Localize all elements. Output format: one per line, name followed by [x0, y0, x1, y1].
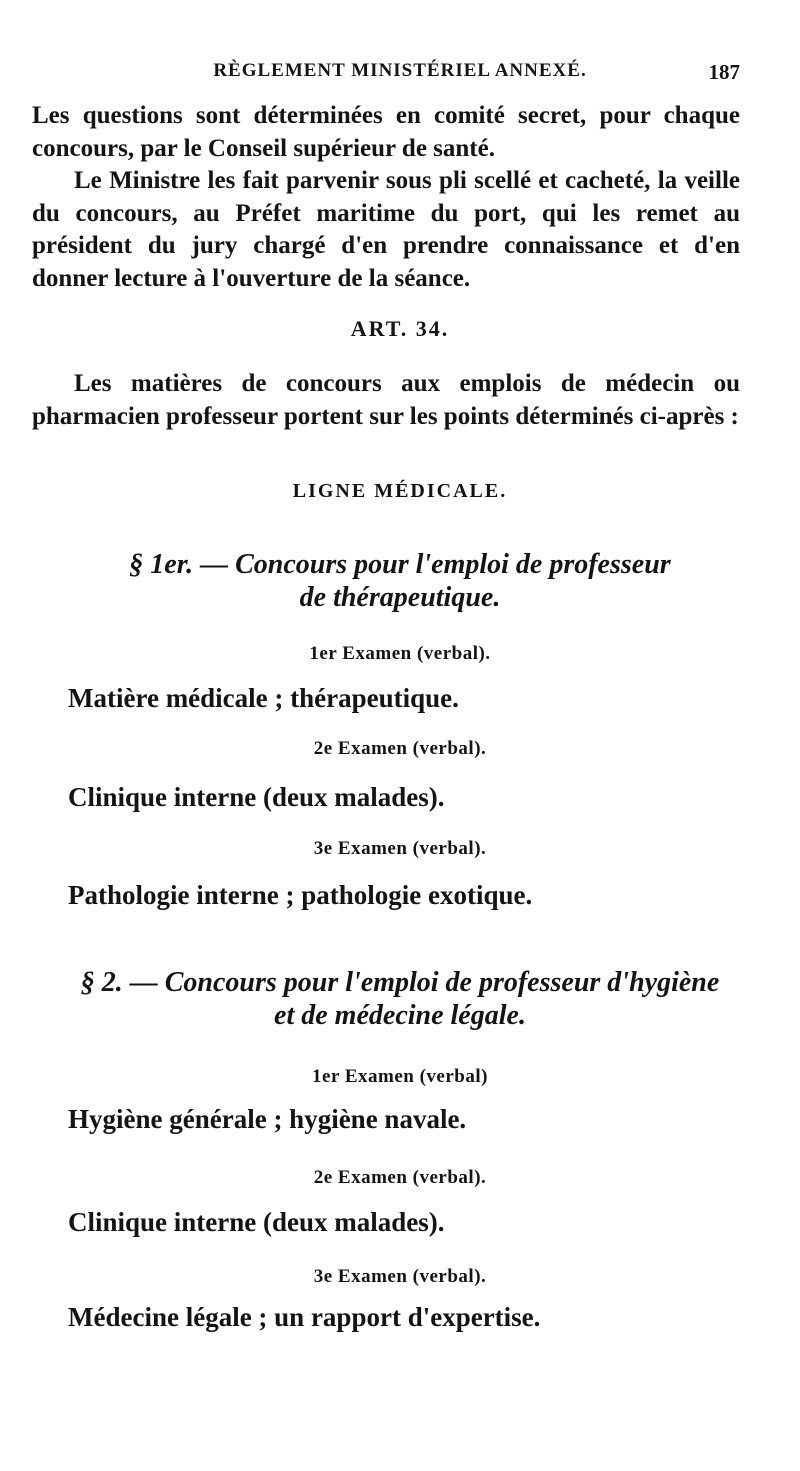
page-header: [60, 60, 740, 90]
ligne-medicale-heading: LIGNE MÉDICALE.: [292, 480, 508, 502]
section-2-exam-3-label: 3e Examen (verbal).: [313, 1266, 487, 1287]
section-2-title-line-1: § 2. — Concours pour l'emploi de professeur d'hygiène: [80, 967, 720, 998]
section-1-exam-2-label: 2e Examen (verbal).: [313, 738, 487, 759]
section-1-exam-1-matter: Matière médicale ; thérapeutique.: [68, 683, 459, 713]
page-number: 187: [708, 60, 740, 84]
intro-block: [32, 100, 740, 295]
section-2-title-line-2: et de médecine légale.: [274, 1000, 526, 1031]
article-block: [32, 368, 740, 433]
section-1-exam-2-matter: Clinique interne (deux malades).: [68, 782, 445, 812]
article-paragraph: Les matières de concours aux emplois de médecin ou pharmacien professeur portent sur les points déterminés ci-après :: [32, 370, 740, 430]
section-1-exam-3-label: 3e Examen (verbal).: [313, 838, 487, 859]
section-2-exam-1-matter: Hygiène générale ; hygiène navale.: [68, 1104, 467, 1134]
section-1-title-line-2: de thérapeutique.: [299, 582, 501, 613]
running-title: RÈGLEMENT MINISTÉRIEL ANNEXÉ.: [213, 60, 587, 81]
intro-paragraph-1: Les questions sont déterminées en comité secret, pour chaque concours, par le Conseil supérieur de santé.: [32, 102, 740, 162]
section-2-exam-3-matter: Médecine légale ; un rapport d'expertise.: [68, 1302, 541, 1332]
section-2-exam-2-matter: Clinique interne (deux malades).: [68, 1207, 445, 1237]
section-2-exam-2-label: 2e Examen (verbal).: [313, 1167, 487, 1188]
section-1-exam-3-matter: Pathologie interne ; pathologie exotique.: [68, 880, 533, 910]
section-1-title-line-1: § 1er. — Concours pour l'emploi de professeur: [129, 549, 671, 580]
section-1-title: [0, 548, 800, 614]
section-2-exam-1-label: 1er Examen (verbal): [312, 1066, 488, 1087]
article-heading: ART. 34.: [350, 316, 450, 341]
intro-paragraph-2: Le Ministre les fait parvenir sous pli scellé et cacheté, la veille du concours, au Préfet maritime du port, qui les remet au président du jury chargé d'en prendre connaissance et d'en donner lecture à l'ouverture de la séance.: [32, 167, 740, 292]
section-2-title: [0, 966, 800, 1032]
section-1-exam-1-label: 1er Examen (verbal).: [309, 643, 491, 664]
